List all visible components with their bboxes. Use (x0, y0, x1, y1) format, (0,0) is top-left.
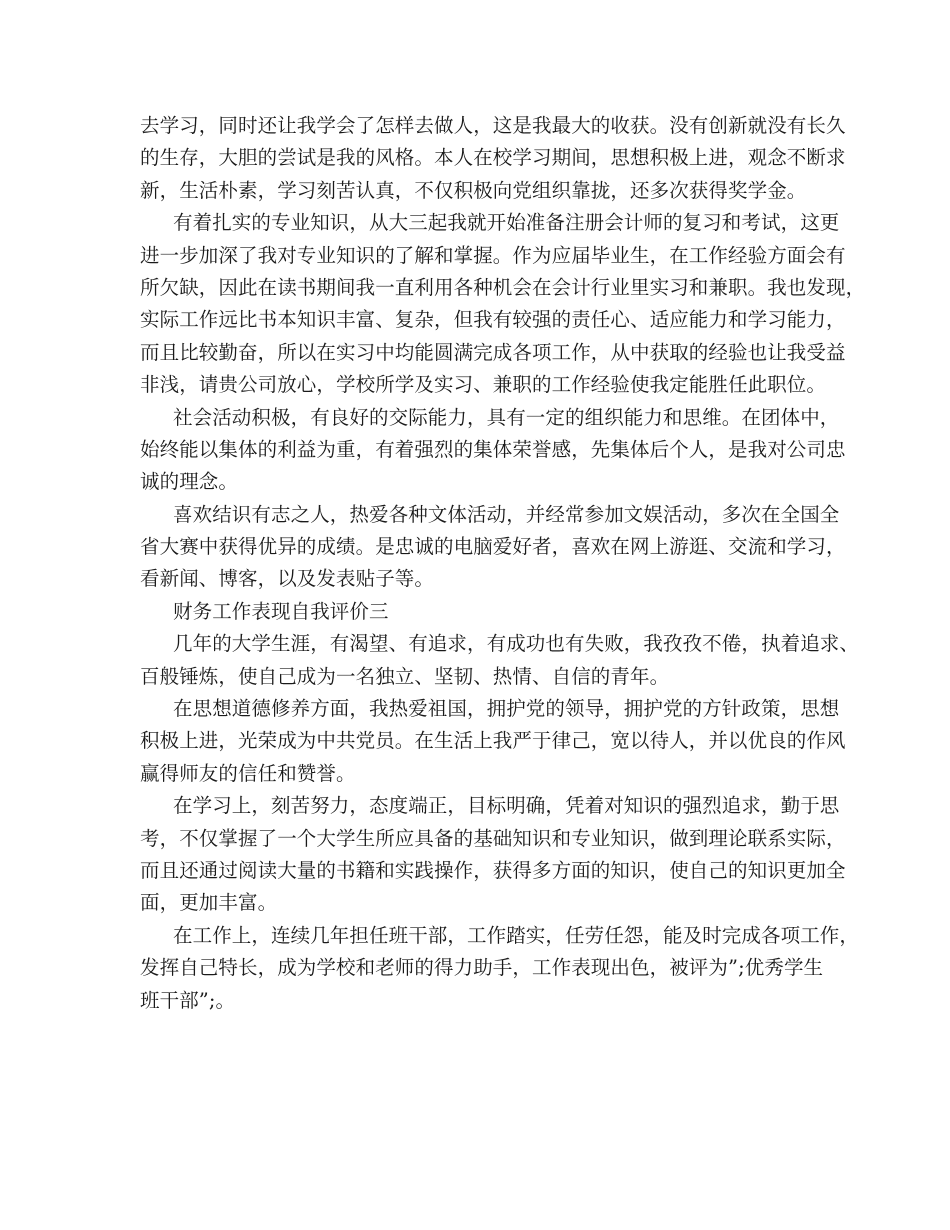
text-line: 实际工作远比书本知识丰富、复杂，但我有较强的责任心、适应能力和学习能力， (140, 308, 846, 332)
text-line: 省大赛中获得优异的成绩。是忠诚的电脑爱好者，喜欢在网上游逛、交流和学习， (140, 535, 846, 559)
text-line: 而且还通过阅读大量的书籍和实践操作，获得多方面的知识，使自己的知识更加全 (140, 858, 846, 882)
text-line: 发挥自己特长，成为学校和老师的得力助手，工作表现出色，被评为”;优秀学生 (140, 956, 824, 980)
text-line: 始终能以集体的利益为重，有着强烈的集体荣誉感，先集体后个人，是我对公司忠 (140, 437, 846, 461)
text-line: 在思想道德修养方面，我热爱祖国，拥护党的领导，拥护党的方针政策，思想 (173, 697, 840, 721)
text-line: 进一步加深了我对专业知识的了解和掌握。作为应届毕业生，在工作经验方面会有 (140, 243, 846, 267)
text-line: 财务工作表现自我评价三 (173, 599, 389, 623)
text-line: 社会活动积极，有良好的交际能力，具有一定的组织能力和思维。在团体中， (173, 405, 840, 429)
text-line: 所欠缺，因此在读书期间我一直利用各种机会在会计行业里实习和兼职。我也发现， (140, 275, 866, 299)
text-line: 诚的理念。 (140, 470, 239, 494)
text-line: 面，更加丰富。 (140, 891, 278, 915)
text-line: 有着扎实的专业知识，从大三起我就开始准备注册会计师的复习和考试，这更 (173, 211, 840, 235)
text-line: 在工作上，连续几年担任班干部，工作踏实，任劳任怨，能及时完成各项工作， (173, 923, 860, 947)
document-body (140, 110, 866, 1017)
text-line: 赢得师友的信任和赞誉。 (140, 761, 356, 785)
text-line: 考，不仅掌握了一个大学生所应具备的基础知识和专业知识，做到理论联系实际， (140, 826, 846, 850)
text-line: 在学习上，刻苦努力，态度端正，目标明确，凭着对知识的强烈追求，勤于思 (173, 794, 840, 818)
text-line: 的生存，大胆的尝试是我的风格。本人在校学习期间，思想积极上进，观念不断求 (140, 146, 846, 170)
text-line: 班干部”;。 (140, 988, 236, 1012)
text-line: 几年的大学生涯，有渴望、有追求，有成功也有失败，我孜孜不倦，执着追求、 (173, 632, 860, 656)
text-line: 喜欢结识有志之人，热爱各种文体活动，并经常参加文娱活动，多次在全国全 (173, 502, 840, 526)
text-line: 看新闻、博客，以及发表贴子等。 (140, 567, 435, 591)
text-line: 去学习，同时还让我学会了怎样去做人，这是我最大的收获。没有创新就没有长久 (140, 114, 846, 137)
text-line: 非浅，请贵公司放心，学校所学及实习、兼职的工作经验使我定能胜任此职位。 (140, 373, 827, 397)
text-line: 百般锤炼，使自己成为一名独立、坚韧、热情、自信的青年。 (140, 664, 670, 688)
text-line: 积极上进，光荣成为中共党员。在生活上我严于律己，宽以待人，并以优良的作风 (140, 729, 846, 753)
text-line: 而且比较勤奋，所以在实习中均能圆满完成各项工作，从中获取的经验也让我受益 (140, 340, 846, 364)
text-line: 新，生活朴素，学习刻苦认真，不仅积极向党组织靠拢，还多次获得奖学金。 (140, 178, 807, 202)
